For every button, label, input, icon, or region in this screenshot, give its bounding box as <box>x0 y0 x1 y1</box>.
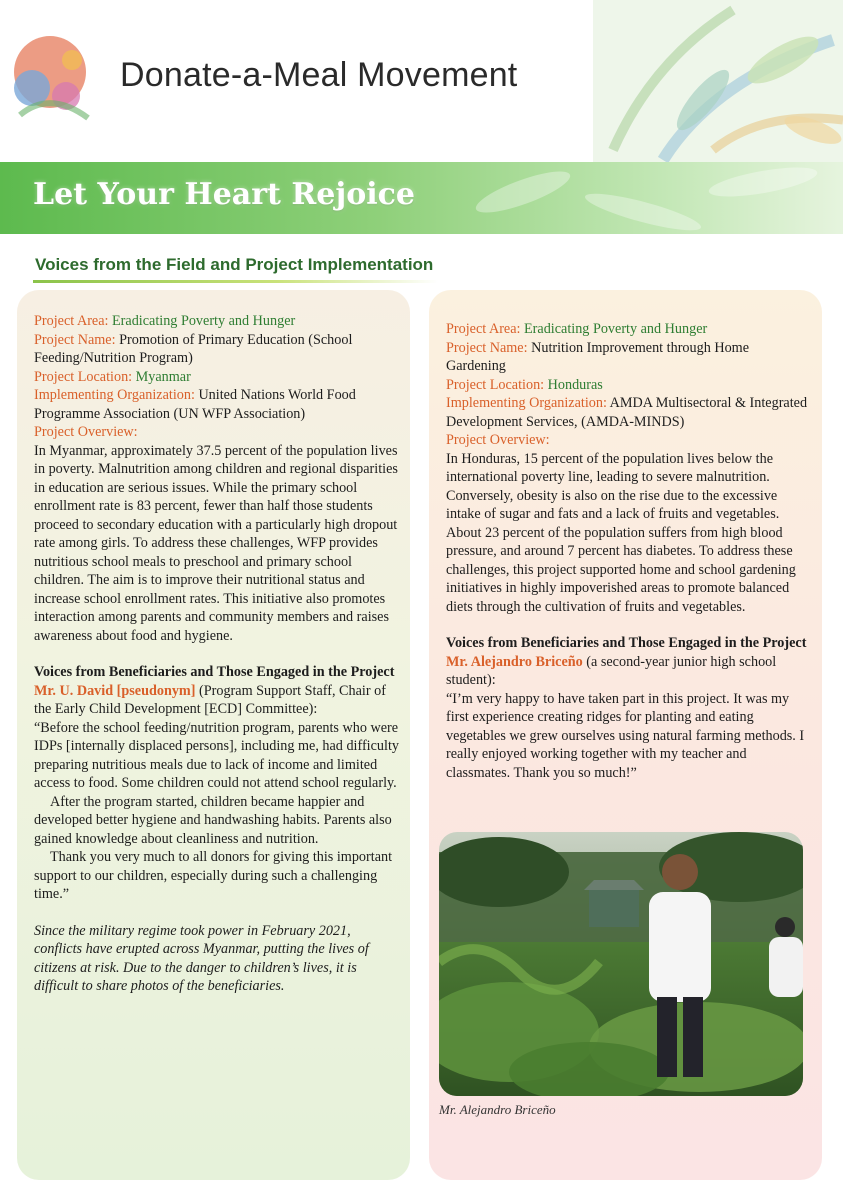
project-area-value: Eradicating Poverty and Hunger <box>524 321 708 337</box>
implementing-org-label: Implementing Organization: <box>34 387 195 403</box>
project-location-label: Project Location: <box>34 368 133 385</box>
project-area <box>446 320 812 339</box>
speaker-role: (a second-year junior high school student): <box>446 653 777 688</box>
page-header <box>0 0 843 162</box>
project-area <box>34 312 400 331</box>
project-area-label: Project Area: <box>446 321 521 337</box>
project-name <box>34 331 400 368</box>
spacer <box>34 904 400 922</box>
project-overview-label: Project Overview: <box>34 424 138 440</box>
project-area-value: Eradicating Poverty and Hunger <box>112 313 296 329</box>
project-name <box>446 339 812 376</box>
section-underline <box>33 280 438 283</box>
card-body <box>446 320 812 782</box>
project-card-myanmar <box>17 290 410 1180</box>
implementing-org <box>446 394 812 431</box>
quote-paragraph-3: Thank you very much to all donors for giving this important support to our children, especially during such a challenging time.” <box>34 849 393 902</box>
project-location <box>446 376 812 395</box>
speaker-role: (Program Support Staff, Chair of the Early Child Development [ECD] Committee): <box>34 682 386 717</box>
spacer <box>34 645 400 663</box>
project-location-value: Honduras <box>547 376 603 393</box>
project-name-label: Project Name: <box>446 339 528 356</box>
quote-paragraph-1: “Before the school feeding/nutrition program, parents who were IDPs [internally displaced persons], including me, had difficulty preparing nutritious meals due to lack of income and limited access to food. Some children could not attend school regularly. <box>34 719 399 791</box>
implementing-org-value: AMDA Multisectoral & Integrated Development Services, (AMDA-MINDS) <box>446 395 808 430</box>
project-overview-label: Project Overview: <box>446 432 550 448</box>
speaker-intro <box>446 653 812 690</box>
project-card-honduras <box>429 290 822 1180</box>
spacer <box>446 616 812 634</box>
project-location <box>34 368 400 387</box>
banner-leaf-pattern <box>443 162 843 234</box>
project-location-value: Myanmar <box>135 368 191 385</box>
implementing-org <box>34 386 400 423</box>
photo-caption: Mr. Alejandro Briceño <box>439 1102 556 1117</box>
brand-title: Donate-a-Meal Movement <box>120 56 518 94</box>
implementing-org-label: Implementing Organization: <box>446 395 607 411</box>
project-name-label: Project Name: <box>34 331 116 348</box>
speaker-name: Mr. U. David [pseudonym] <box>34 682 196 699</box>
quote-paragraph-2: After the program started, children became happier and developed better hygiene and handwashing habits. Parents also gained knowledge about cleanliness and nutrition. <box>34 793 392 847</box>
title-banner <box>0 162 843 234</box>
project-name-value: Promotion of Primary Education (School Feeding/Nutrition Program) <box>34 331 353 366</box>
project-overview-text: In Myanmar, approximately 37.5 percent of the population lives in poverty. Malnutrition among children and regional disparities in education are serious issues. While the primary school enrollment rate is 83 percent, fewer than half those students proceed to secondary education with a particularly high dropout rate among girls. To address these challenges, WFP provides nutritious school meals to preschool and primary school children. The aim is to improve their nutritional status and increase school enrollment rates. This initiative also promotes interaction among parents and community members and raises awareness about food and hygiene. <box>34 442 398 644</box>
project-name-value: Nutrition Improvement through Home Gardening <box>446 339 750 374</box>
project-location-label: Project Location: <box>446 376 545 393</box>
banner-title: Let Your Heart Rejoice <box>33 177 415 212</box>
voices-heading: Voices from Beneficiaries and Those Engaged in the Project <box>446 635 807 651</box>
project-overview-text: In Honduras, 15 percent of the population lives below the international poverty line, leading to severe malnutrition. Conversely, obesity is also on the rise due to the excessive intake of sugar and fats and a lack of fruits and vegetables. About 23 percent of the population suffers from high blood pressure, and around 7 percent has diabetes. To address these challenges, this project supported home and school gardening initiatives in highly impoverished areas to promote balanced diets through the cultivation of fruits and vegetables. <box>446 450 796 615</box>
leaf-decoration <box>593 0 843 162</box>
speaker-name: Mr. Alejandro Briceño <box>446 653 583 670</box>
photo-note: Since the military regime took power in February 2021, conflicts have erupted across Myanmar, putting the lives of citizens at risk. Due to the danger to children’s lives, it is difficult to share photos of the beneficiaries. <box>34 922 369 994</box>
implementing-org-value: United Nations World Food Programme Association (UN WFP Association) <box>34 387 356 422</box>
quote-text: “I’m very happy to have taken part in this project. It was my first experience creating ridges for planting and eating vegetables we grew ourselves using natural farming methods. I really enjoyed working together with my teacher and classmates. Thank you so much!” <box>446 690 805 781</box>
section-heading: Voices from the Field and Project Implementation <box>35 255 434 274</box>
card-body <box>34 312 400 996</box>
voices-heading: Voices from Beneficiaries and Those Engaged in the Project <box>34 664 395 680</box>
speaker-intro <box>34 682 400 719</box>
project-area-label: Project Area: <box>34 313 109 329</box>
logo-illustration <box>10 30 96 130</box>
beneficiary-photo <box>439 832 803 1096</box>
